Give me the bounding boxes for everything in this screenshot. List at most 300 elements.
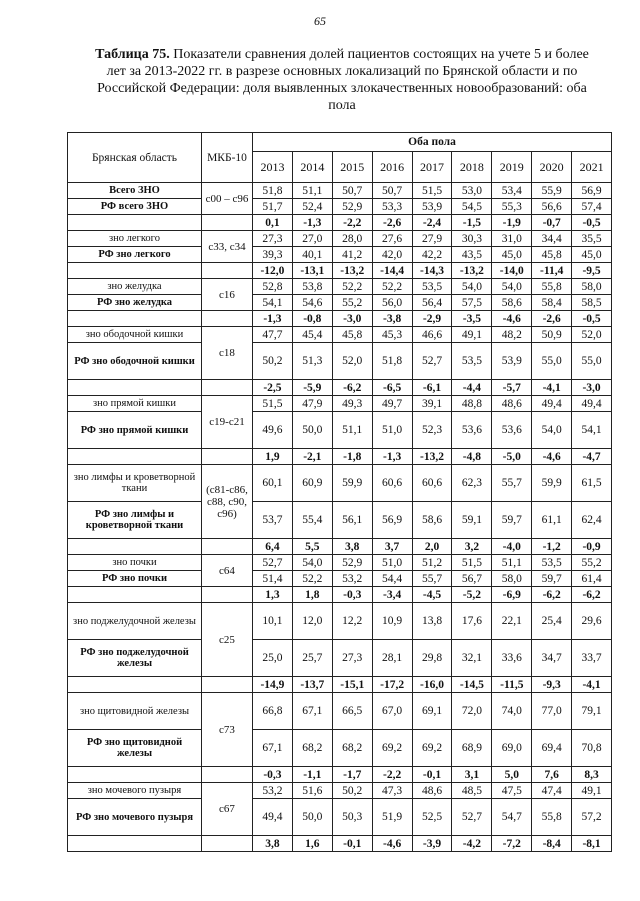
cell-rf-value: 27,3 <box>332 640 372 677</box>
cell-rf-value: 51,7 <box>253 199 293 215</box>
empty-cell <box>202 836 253 852</box>
row-label-region: зно лимфы и кроветворной ткани <box>68 465 202 502</box>
cell-difference-value: -1,1 <box>292 767 332 783</box>
cell-region-value: 47,4 <box>532 783 572 799</box>
cell-region-value: 55,9 <box>532 183 572 199</box>
cell-region-value: 66,8 <box>253 693 293 730</box>
cell-region-value: 47,3 <box>372 783 412 799</box>
cell-difference-value: -6,2 <box>572 587 612 603</box>
cell-difference-value: 6,4 <box>253 539 293 555</box>
cell-region-value: 52,9 <box>332 555 372 571</box>
caption-label: Таблица 75. <box>95 47 170 62</box>
cell-region-value: 67,0 <box>372 693 412 730</box>
cell-rf-value: 51,4 <box>253 571 293 587</box>
cell-region-value: 13,8 <box>412 603 452 640</box>
cell-region-value: 66,5 <box>332 693 372 730</box>
cell-region-value: 10,1 <box>253 603 293 640</box>
table-row-region <box>68 279 612 295</box>
cell-difference-value: -2,6 <box>372 215 412 231</box>
header-year: 2021 <box>572 152 612 183</box>
cell-difference-value: -6,2 <box>532 587 572 603</box>
cell-region-value: 50,9 <box>532 327 572 343</box>
cell-rf-value: 52,7 <box>452 799 492 836</box>
cell-difference-value: -0,8 <box>292 311 332 327</box>
table-row-difference <box>68 539 612 555</box>
cell-region-value: 59,9 <box>532 465 572 502</box>
cell-difference-value: -4,4 <box>452 380 492 396</box>
cell-region-value: 10,9 <box>372 603 412 640</box>
cell-region-value: 53,0 <box>452 183 492 199</box>
mkb-code: с16 <box>202 279 253 311</box>
cell-rf-value: 57,5 <box>452 295 492 311</box>
cell-region-value: 74,0 <box>492 693 532 730</box>
cell-region-value: 51,2 <box>412 555 452 571</box>
cell-rf-value: 51,9 <box>372 799 412 836</box>
cell-region-value: 51,8 <box>253 183 293 199</box>
cell-rf-value: 52,4 <box>292 199 332 215</box>
cell-difference-value: -1,9 <box>492 215 532 231</box>
cell-difference-value: -4,2 <box>452 836 492 852</box>
cell-rf-value: 56,0 <box>372 295 412 311</box>
cell-difference-value: 7,6 <box>532 767 572 783</box>
cell-difference-value: -14,9 <box>253 677 293 693</box>
cell-difference-value: 3,2 <box>452 539 492 555</box>
table-row-difference <box>68 449 612 465</box>
cell-rf-value: 51,1 <box>332 412 372 449</box>
cell-difference-value: -1,3 <box>372 449 412 465</box>
cell-difference-value: -14,5 <box>452 677 492 693</box>
cell-rf-value: 56,4 <box>412 295 452 311</box>
cell-rf-value: 34,7 <box>532 640 572 677</box>
empty-cell <box>202 587 253 603</box>
cell-region-value: 53,5 <box>532 555 572 571</box>
cell-region-value: 62,3 <box>452 465 492 502</box>
cell-region-value: 49,4 <box>532 396 572 412</box>
cell-rf-value: 68,2 <box>332 730 372 767</box>
cell-difference-value: -2,4 <box>412 215 452 231</box>
header-both-sexes: Оба пола <box>253 133 612 152</box>
cell-rf-value: 52,2 <box>292 571 332 587</box>
cell-difference-value: -4,6 <box>492 311 532 327</box>
cell-rf-value: 56,1 <box>332 502 372 539</box>
cell-region-value: 50,7 <box>372 183 412 199</box>
comparison-table <box>67 132 612 852</box>
cell-difference-value: -9,5 <box>572 263 612 279</box>
mkb-code: с64 <box>202 555 253 587</box>
header-year: 2019 <box>492 152 532 183</box>
cell-rf-value: 53,5 <box>452 343 492 380</box>
cell-difference-value: -4,1 <box>572 677 612 693</box>
cell-difference-value: 3,8 <box>332 539 372 555</box>
table-row-difference <box>68 836 612 852</box>
cell-rf-value: 54,7 <box>492 799 532 836</box>
cell-difference-value: -1,8 <box>332 449 372 465</box>
cell-difference-value: -0,5 <box>572 215 612 231</box>
empty-cell <box>202 263 253 279</box>
cell-difference-value: -11,4 <box>532 263 572 279</box>
cell-region-value: 60,6 <box>372 465 412 502</box>
cell-difference-value: -1,5 <box>452 215 492 231</box>
cell-difference-value: -15,1 <box>332 677 372 693</box>
cell-region-value: 52,7 <box>253 555 293 571</box>
row-label-rf: РФ зно легкого <box>68 247 202 263</box>
cell-region-value: 28,0 <box>332 231 372 247</box>
table-row-region <box>68 783 612 799</box>
cell-region-value: 51,0 <box>372 555 412 571</box>
header-year: 2015 <box>332 152 372 183</box>
cell-difference-value: -4,6 <box>372 836 412 852</box>
cell-difference-value: -2,1 <box>292 449 332 465</box>
cell-difference-value: -1,3 <box>253 311 293 327</box>
cell-difference-value: -0,1 <box>412 767 452 783</box>
cell-difference-value: -5,7 <box>492 380 532 396</box>
empty-cell <box>202 539 253 555</box>
cell-difference-value: -4,6 <box>532 449 572 465</box>
row-label-rf: РФ зно почки <box>68 571 202 587</box>
cell-difference-value: -2,2 <box>332 215 372 231</box>
cell-difference-value: -6,2 <box>332 380 372 396</box>
cell-difference-value: -0,5 <box>572 311 612 327</box>
table-row-difference <box>68 380 612 396</box>
row-label-region: зно желудка <box>68 279 202 295</box>
cell-difference-value: -0,3 <box>332 587 372 603</box>
mkb-code: с73 <box>202 693 253 767</box>
cell-difference-value: -11,5 <box>492 677 532 693</box>
cell-region-value: 25,4 <box>532 603 572 640</box>
mkb-code: с25 <box>202 603 253 677</box>
empty-cell <box>68 215 202 231</box>
cell-region-value: 51,1 <box>292 183 332 199</box>
cell-rf-value: 43,5 <box>452 247 492 263</box>
cell-rf-value: 61,1 <box>532 502 572 539</box>
cell-difference-value: 5,5 <box>292 539 332 555</box>
cell-rf-value: 55,3 <box>492 199 532 215</box>
empty-cell <box>68 539 202 555</box>
cell-rf-value: 53,2 <box>332 571 372 587</box>
cell-region-value: 52,8 <box>253 279 293 295</box>
empty-cell <box>202 677 253 693</box>
row-label-rf: РФ зно лимфы и кроветворной ткани <box>68 502 202 539</box>
cell-region-value: 48,6 <box>412 783 452 799</box>
row-label-region: зно щитовидной железы <box>68 693 202 730</box>
cell-difference-value: -0,3 <box>253 767 293 783</box>
row-label-rf: РФ зно ободочной кишки <box>68 343 202 380</box>
table-row-region <box>68 327 612 343</box>
cell-difference-value: -5,9 <box>292 380 332 396</box>
row-label-region: зно прямой кишки <box>68 396 202 412</box>
cell-region-value: 51,6 <box>292 783 332 799</box>
table-row-rf <box>68 412 612 449</box>
cell-region-value: 79,1 <box>572 693 612 730</box>
cell-rf-value: 45,0 <box>492 247 532 263</box>
cell-rf-value: 50,0 <box>292 799 332 836</box>
cell-region-value: 45,8 <box>332 327 372 343</box>
cell-region-value: 35,5 <box>572 231 612 247</box>
cell-region-value: 60,9 <box>292 465 332 502</box>
cell-region-value: 30,3 <box>452 231 492 247</box>
mkb-code: с18 <box>202 327 253 380</box>
cell-rf-value: 59,7 <box>532 571 572 587</box>
table-row-region <box>68 693 612 730</box>
cell-rf-value: 42,0 <box>372 247 412 263</box>
cell-rf-value: 25,0 <box>253 640 293 677</box>
cell-rf-value: 56,6 <box>532 199 572 215</box>
cell-rf-value: 41,2 <box>332 247 372 263</box>
cell-difference-value: -1,7 <box>332 767 372 783</box>
cell-rf-value: 53,3 <box>372 199 412 215</box>
cell-region-value: 54,0 <box>292 555 332 571</box>
table-row-rf <box>68 247 612 263</box>
cell-region-value: 48,2 <box>492 327 532 343</box>
cell-difference-value: -13,1 <box>292 263 332 279</box>
cell-rf-value: 51,8 <box>372 343 412 380</box>
header-year: 2016 <box>372 152 412 183</box>
cell-region-value: 48,8 <box>452 396 492 412</box>
cell-difference-value: -3,8 <box>372 311 412 327</box>
empty-cell <box>68 587 202 603</box>
empty-cell <box>68 311 202 327</box>
row-label-rf: РФ всего ЗНО <box>68 199 202 215</box>
cell-rf-value: 58,6 <box>492 295 532 311</box>
cell-region-value: 17,6 <box>452 603 492 640</box>
cell-difference-value: -14,0 <box>492 263 532 279</box>
empty-cell <box>68 767 202 783</box>
cell-rf-value: 55,7 <box>412 571 452 587</box>
caption-text: Показатели сравнения долей пациентов состоящих на учете 5 и более лет за 2013-2022 гг. в разрезе основных локализаций по Брянской области и по Российской Федерации: доля выявленных злокачественных новообразований: оба пола <box>97 47 589 113</box>
table-row-difference <box>68 215 612 231</box>
row-label-region: зно мочевого пузыря <box>68 783 202 799</box>
empty-cell <box>68 263 202 279</box>
header-year: 2020 <box>532 152 572 183</box>
cell-rf-value: 69,4 <box>532 730 572 767</box>
cell-region-value: 61,5 <box>572 465 612 502</box>
cell-rf-value: 51,3 <box>292 343 332 380</box>
cell-rf-value: 69,0 <box>492 730 532 767</box>
empty-cell <box>202 215 253 231</box>
cell-difference-value: 1,9 <box>253 449 293 465</box>
cell-difference-value: -6,1 <box>412 380 452 396</box>
cell-difference-value: 1,8 <box>292 587 332 603</box>
cell-rf-value: 53,7 <box>253 502 293 539</box>
cell-rf-value: 68,2 <box>292 730 332 767</box>
cell-region-value: 48,6 <box>492 396 532 412</box>
cell-difference-value: 0,1 <box>253 215 293 231</box>
cell-difference-value: -2,6 <box>532 311 572 327</box>
row-label-rf: РФ зно прямой кишки <box>68 412 202 449</box>
cell-difference-value: -3,5 <box>452 311 492 327</box>
cell-rf-value: 62,4 <box>572 502 612 539</box>
row-label-region: зно ободочной кишки <box>68 327 202 343</box>
cell-difference-value: -13,7 <box>292 677 332 693</box>
cell-rf-value: 53,9 <box>492 343 532 380</box>
cell-region-value: 53,5 <box>412 279 452 295</box>
table-row-region <box>68 396 612 412</box>
cell-region-value: 34,4 <box>532 231 572 247</box>
cell-difference-value: -17,2 <box>372 677 412 693</box>
table-row-rf <box>68 502 612 539</box>
table-row-difference <box>68 677 612 693</box>
table-row-rf <box>68 343 612 380</box>
table-caption <box>92 46 592 114</box>
cell-region-value: 31,0 <box>492 231 532 247</box>
empty-cell <box>68 449 202 465</box>
cell-rf-value: 69,2 <box>372 730 412 767</box>
cell-rf-value: 52,9 <box>332 199 372 215</box>
cell-rf-value: 45,0 <box>572 247 612 263</box>
cell-region-value: 67,1 <box>292 693 332 730</box>
cell-rf-value: 58,0 <box>492 571 532 587</box>
cell-rf-value: 55,4 <box>292 502 332 539</box>
cell-rf-value: 54,1 <box>253 295 293 311</box>
mkb-code: (с81-с86, с88, с90, с96) <box>202 465 253 539</box>
cell-difference-value: -3,4 <box>372 587 412 603</box>
header-year: 2013 <box>253 152 293 183</box>
cell-region-value: 48,5 <box>452 783 492 799</box>
cell-region-value: 50,7 <box>332 183 372 199</box>
cell-difference-value: -4,1 <box>532 380 572 396</box>
row-label-region: зно поджелудочной железы <box>68 603 202 640</box>
cell-region-value: 29,6 <box>572 603 612 640</box>
cell-region-value: 27,6 <box>372 231 412 247</box>
empty-cell <box>202 767 253 783</box>
cell-region-value: 27,3 <box>253 231 293 247</box>
cell-region-value: 56,9 <box>572 183 612 199</box>
cell-region-value: 55,2 <box>572 555 612 571</box>
cell-difference-value: -2,9 <box>412 311 452 327</box>
cell-rf-value: 55,8 <box>532 799 572 836</box>
cell-region-value: 58,0 <box>572 279 612 295</box>
cell-rf-value: 68,9 <box>452 730 492 767</box>
cell-region-value: 52,2 <box>332 279 372 295</box>
cell-region-value: 51,5 <box>452 555 492 571</box>
cell-rf-value: 49,4 <box>253 799 293 836</box>
cell-rf-value: 55,0 <box>572 343 612 380</box>
empty-cell <box>68 380 202 396</box>
cell-difference-value: 8,3 <box>572 767 612 783</box>
cell-region-value: 55,8 <box>532 279 572 295</box>
cell-difference-value: -6,9 <box>492 587 532 603</box>
cell-rf-value: 53,6 <box>492 412 532 449</box>
cell-rf-value: 59,7 <box>492 502 532 539</box>
cell-region-value: 52,0 <box>572 327 612 343</box>
cell-rf-value: 55,0 <box>532 343 572 380</box>
cell-difference-value: -6,5 <box>372 380 412 396</box>
cell-rf-value: 53,9 <box>412 199 452 215</box>
cell-difference-value: -12,0 <box>253 263 293 279</box>
cell-rf-value: 33,6 <box>492 640 532 677</box>
cell-region-value: 45,3 <box>372 327 412 343</box>
mkb-code: с00 – с96 <box>202 183 253 215</box>
cell-rf-value: 58,6 <box>412 502 452 539</box>
cell-region-value: 49,7 <box>372 396 412 412</box>
cell-region-value: 69,1 <box>412 693 452 730</box>
cell-rf-value: 29,8 <box>412 640 452 677</box>
cell-rf-value: 54,5 <box>452 199 492 215</box>
cell-rf-value: 58,4 <box>532 295 572 311</box>
cell-rf-value: 33,7 <box>572 640 612 677</box>
cell-difference-value: -14,4 <box>372 263 412 279</box>
cell-rf-value: 69,2 <box>412 730 452 767</box>
empty-cell <box>68 836 202 852</box>
cell-rf-value: 50,2 <box>253 343 293 380</box>
cell-rf-value: 54,1 <box>572 412 612 449</box>
cell-rf-value: 56,9 <box>372 502 412 539</box>
row-label-region: Всего ЗНО <box>68 183 202 199</box>
cell-difference-value: -3,0 <box>572 380 612 396</box>
cell-difference-value: 3,1 <box>452 767 492 783</box>
cell-rf-value: 53,6 <box>452 412 492 449</box>
table-row-difference <box>68 587 612 603</box>
cell-difference-value: -4,7 <box>572 449 612 465</box>
cell-rf-value: 42,2 <box>412 247 452 263</box>
cell-difference-value: 1,6 <box>292 836 332 852</box>
cell-rf-value: 57,2 <box>572 799 612 836</box>
cell-region-value: 52,2 <box>372 279 412 295</box>
cell-rf-value: 59,1 <box>452 502 492 539</box>
cell-rf-value: 32,1 <box>452 640 492 677</box>
cell-difference-value: -2,5 <box>253 380 293 396</box>
cell-region-value: 60,1 <box>253 465 293 502</box>
header-year: 2017 <box>412 152 452 183</box>
page-number: 65 <box>314 14 326 28</box>
table-row-difference <box>68 311 612 327</box>
mkb-code: с19-с21 <box>202 396 253 449</box>
cell-difference-value: -5,0 <box>492 449 532 465</box>
cell-region-value: 49,3 <box>332 396 372 412</box>
row-label-region: зно легкого <box>68 231 202 247</box>
cell-difference-value: -3,0 <box>332 311 372 327</box>
cell-rf-value: 50,3 <box>332 799 372 836</box>
cell-difference-value: 3,8 <box>253 836 293 852</box>
cell-rf-value: 25,7 <box>292 640 332 677</box>
table-row-region <box>68 231 612 247</box>
table-row-region <box>68 555 612 571</box>
cell-rf-value: 40,1 <box>292 247 332 263</box>
table-row-rf <box>68 799 612 836</box>
cell-difference-value: -0,1 <box>332 836 372 852</box>
empty-cell <box>202 380 253 396</box>
cell-difference-value: 1,3 <box>253 587 293 603</box>
cell-region-value: 51,1 <box>492 555 532 571</box>
cell-region-value: 51,5 <box>253 396 293 412</box>
row-label-rf: РФ зно щитовидной железы <box>68 730 202 767</box>
cell-difference-value: -4,8 <box>452 449 492 465</box>
cell-difference-value: 5,0 <box>492 767 532 783</box>
cell-difference-value: -14,3 <box>412 263 452 279</box>
cell-region-value: 77,0 <box>532 693 572 730</box>
cell-difference-value: -13,2 <box>452 263 492 279</box>
cell-region-value: 55,7 <box>492 465 532 502</box>
cell-region-value: 50,2 <box>332 783 372 799</box>
header-mkb: МКБ-10 <box>202 133 253 183</box>
cell-difference-value: -16,0 <box>412 677 452 693</box>
row-label-rf: РФ зно желудка <box>68 295 202 311</box>
table-row-region <box>68 183 612 199</box>
cell-region-value: 22,1 <box>492 603 532 640</box>
empty-cell <box>68 677 202 693</box>
row-label-region: зно почки <box>68 555 202 571</box>
cell-region-value: 46,6 <box>412 327 452 343</box>
cell-difference-value: -13,2 <box>332 263 372 279</box>
cell-region-value: 49,4 <box>572 396 612 412</box>
cell-region-value: 54,0 <box>452 279 492 295</box>
cell-region-value: 59,9 <box>332 465 372 502</box>
cell-rf-value: 61,4 <box>572 571 612 587</box>
cell-region-value: 51,5 <box>412 183 452 199</box>
mkb-code: с33, с34 <box>202 231 253 263</box>
header-year: 2018 <box>452 152 492 183</box>
cell-rf-value: 52,3 <box>412 412 452 449</box>
